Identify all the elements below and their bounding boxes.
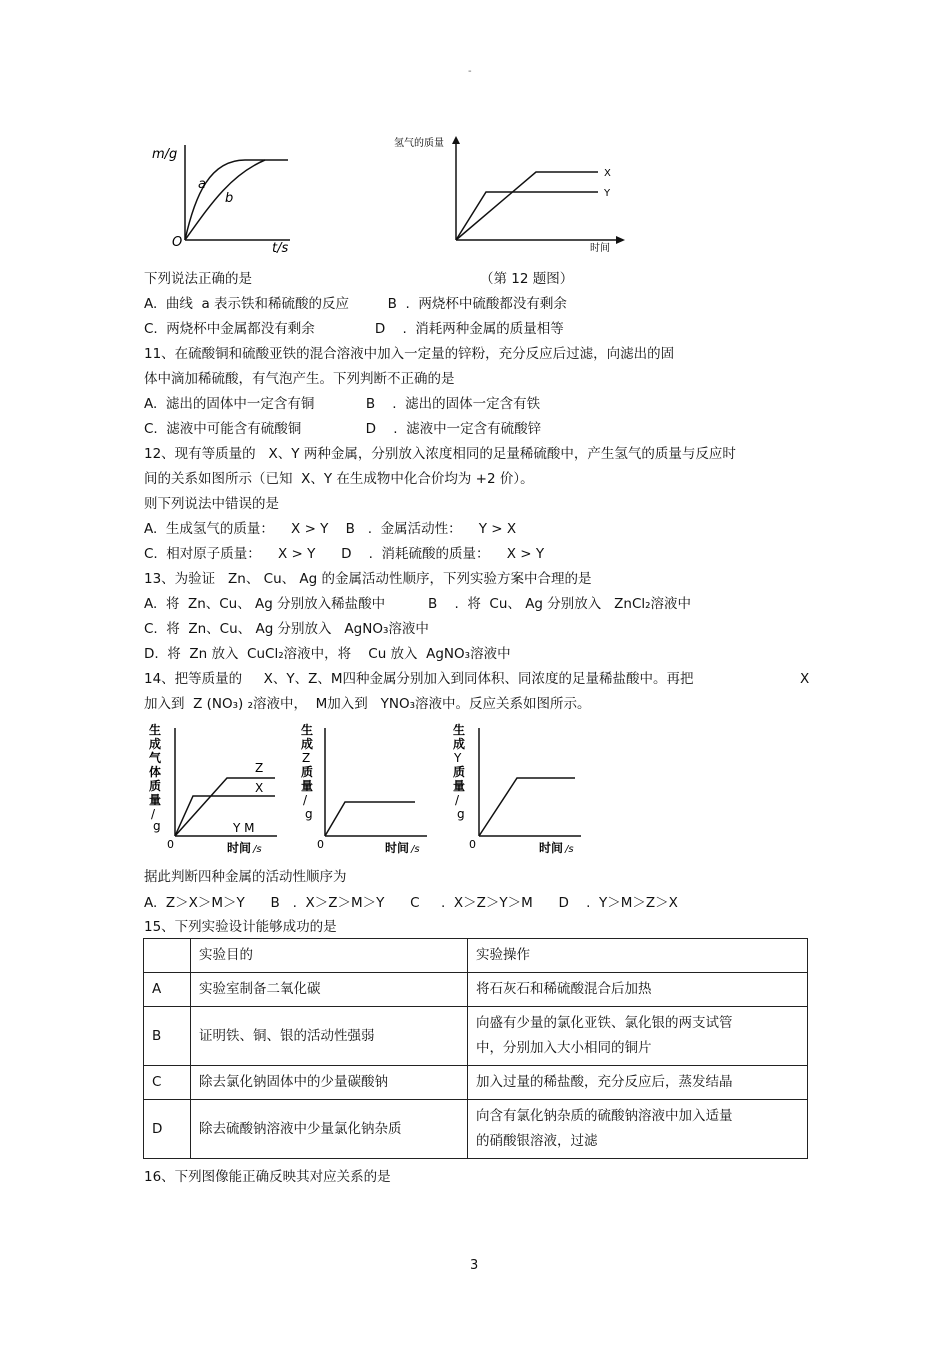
graph-y-mass bbox=[449, 718, 589, 858]
label-x: X bbox=[255, 781, 264, 795]
svg-text:Z: Z bbox=[302, 751, 311, 765]
svg-text:生: 生 bbox=[453, 723, 466, 737]
table-row: B 证明铁、铜、银的活动性强弱 向盛有少量的氯化亚铁、氯化银的两支试管 中，分别加入大小相同的铜片 bbox=[144, 1007, 808, 1066]
graph-gas-mass bbox=[145, 718, 285, 858]
svg-text:量: 量 bbox=[453, 779, 466, 793]
series-y-line bbox=[456, 192, 598, 240]
svg-text:成: 成 bbox=[149, 737, 162, 751]
svg-text:质: 质 bbox=[301, 765, 314, 779]
svg-text:生: 生 bbox=[301, 723, 314, 737]
svg-text:/: / bbox=[151, 807, 156, 821]
line-z-mass bbox=[325, 802, 415, 836]
table-row: A 实验室制备二氧化碳 将石灰石和稀硫酸混合后加热 bbox=[144, 973, 808, 1007]
svg-text:成: 成 bbox=[453, 737, 466, 751]
q11-options-1: A. 滤出的固体中一定含有铜 B . 滤出的固体一定含有铁 bbox=[144, 396, 541, 412]
q12-stem-3: 则下列说法中错误的是 bbox=[144, 496, 279, 512]
x-axis-label: 时间 bbox=[590, 243, 610, 254]
label-ym: Y M bbox=[233, 821, 255, 835]
svg-text:g: g bbox=[153, 819, 161, 833]
svg-text:质: 质 bbox=[149, 779, 162, 793]
curve-a bbox=[185, 160, 288, 240]
graph-z-mass bbox=[297, 718, 437, 858]
table-header: 实验目的 bbox=[191, 939, 468, 973]
q10-options-1: A. 曲线 a 表示铁和稀硫酸的反应 B . 两烧杯中硫酸都没有剩余 bbox=[144, 296, 567, 312]
q11-stem-1: 11、在硫酸铜和硫酸亚铁的混合溶液中加入一定量的锌粉，充分反应后过滤，向滤出的固 bbox=[144, 346, 675, 362]
svg-text:/: / bbox=[303, 793, 308, 807]
svg-text:质: 质 bbox=[453, 765, 466, 779]
q14-stem-2: 加入到 Z (NO₃) ₂溶液中， M加入到 YNO₃溶液中。反应关系如图所示。 bbox=[144, 696, 591, 712]
q11-options-2: C. 滤液中可能含有硫酸铜 D . 滤液中一定含有硫酸锌 bbox=[144, 421, 542, 437]
table-row: C 除去氯化钠固体中的少量碳酸钠 加入过量的稀盐酸，充分反应后，蒸发结晶 bbox=[144, 1066, 808, 1100]
figure-caption: （第 12 题图） bbox=[480, 271, 574, 287]
svg-text:量: 量 bbox=[149, 793, 162, 807]
q13-stem: 13、为验证 Zn、 Cu、 Ag 的金属活动性顺序，下列实验方案中合理的是 bbox=[144, 571, 592, 587]
table-row: D 除去硫酸钠溶液中少量氯化钠杂质 向含有氯化钠杂质的硫酸钠溶液中加入适量 的硝酸银溶液，过滤 bbox=[144, 1100, 808, 1159]
header-mark: - bbox=[468, 66, 472, 77]
q14-stem-x: X bbox=[800, 671, 810, 687]
figure-hydrogen-time bbox=[388, 130, 633, 255]
table-header bbox=[144, 939, 191, 973]
q12-stem-1: 12、现有等质量的 X、Y 两种金属，分别放入浓度相同的足量稀硫酸中，产生氢气的质量与反应时 bbox=[144, 446, 736, 462]
table-header: 实验操作 bbox=[468, 939, 808, 973]
svg-text:体: 体 bbox=[149, 765, 162, 779]
svg-text:0: 0 bbox=[469, 838, 476, 851]
line-y-mass bbox=[479, 778, 575, 836]
y-axis-label: 氢气的质量 bbox=[394, 138, 444, 149]
svg-text:生: 生 bbox=[149, 723, 162, 737]
q16-stem: 16、下列图像能正确反映其对应关系的是 bbox=[144, 1169, 391, 1185]
svg-text:时间: 时间 bbox=[539, 841, 564, 855]
svg-text:量: 量 bbox=[301, 779, 314, 793]
q13-option-a-b: A. 将 Zn、Cu、 Ag 分别放入稀盐酸中 B . 将 Cu、 Ag 分别放入 ZnCl₂溶液中 bbox=[144, 596, 692, 612]
svg-text:时间: 时间 bbox=[227, 841, 252, 855]
q10-stem: 下列说法正确的是 bbox=[144, 271, 252, 287]
series-x-label: X bbox=[604, 168, 611, 179]
svg-text:/s: /s bbox=[253, 844, 262, 855]
label-z: Z bbox=[255, 761, 264, 775]
curve-a-label: a bbox=[198, 177, 206, 192]
svg-text:0: 0 bbox=[167, 838, 174, 851]
series-y-label: Y bbox=[604, 188, 611, 199]
page-number: 3 bbox=[470, 1258, 479, 1273]
q12-options-2: C. 相对原子质量： X > Y D . 消耗硫酸的质量： X > Y bbox=[144, 546, 545, 562]
curve-b-label: b bbox=[225, 191, 234, 206]
y-axis-label: m/g bbox=[152, 147, 178, 162]
q12-stem-2: 间的关系如图所示（已知 X、Y 在生成物中化合价均为 +2 价）。 bbox=[144, 471, 534, 487]
svg-text:Y: Y bbox=[454, 751, 462, 765]
svg-text:/s: /s bbox=[411, 844, 420, 855]
svg-text:g: g bbox=[305, 807, 313, 821]
table-header-row bbox=[144, 939, 808, 973]
svg-text:时间: 时间 bbox=[385, 841, 410, 855]
line-x bbox=[175, 796, 275, 836]
q14-options: A. Z＞X＞M＞Y B . X＞Z＞M＞Y C . X＞Z＞Y＞M D . Y＞M＞Z＞X bbox=[144, 895, 678, 911]
q10-options-2: C. 两烧杯中金属都没有剩余 D . 消耗两种金属的质量相等 bbox=[144, 321, 564, 337]
svg-text:0: 0 bbox=[317, 838, 324, 851]
origin-label: O bbox=[172, 235, 183, 250]
svg-text:成: 成 bbox=[301, 737, 314, 751]
q15-table bbox=[143, 938, 808, 1159]
svg-text:气: 气 bbox=[149, 751, 162, 765]
svg-text:g: g bbox=[457, 807, 465, 821]
figure-mass-time bbox=[150, 140, 300, 255]
q13-option-c: C. 将 Zn、Cu、 Ag 分别放入 AgNO₃溶液中 bbox=[144, 621, 429, 637]
q11-stem-2: 体中滴加稀硫酸，有气泡产生。下列判断不正确的是 bbox=[144, 371, 455, 387]
q14-conclusion: 据此判断四种金属的活动性顺序为 bbox=[144, 869, 347, 885]
q13-option-d: D. 将 Zn 放入 CuCl₂溶液中，将 Cu 放入 AgNO₃溶液中 bbox=[144, 646, 511, 662]
q12-options-1: A. 生成氢气的质量： X > Y B . 金属活动性： Y > X bbox=[144, 521, 517, 537]
q14-stem-1: 14、把等质量的 X、Y、Z、M四种金属分别加入到同体积、同浓度的足量稀盐酸中。再把 bbox=[144, 671, 694, 687]
svg-text:/s: /s bbox=[565, 844, 574, 855]
x-axis-label: t/s bbox=[272, 241, 289, 255]
svg-text:/: / bbox=[455, 793, 460, 807]
q15-stem: 15、下列实验设计能够成功的是 bbox=[144, 919, 337, 935]
